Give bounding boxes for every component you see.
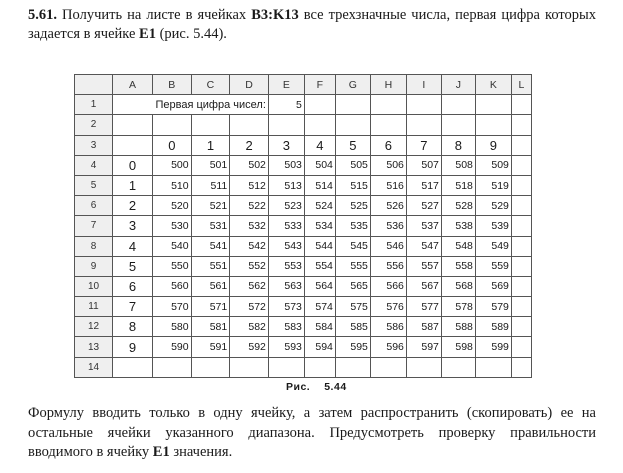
row-header[interactable]: 14 [75, 357, 113, 377]
value-cell[interactable]: 521 [191, 196, 230, 216]
value-cell[interactable]: 541 [191, 236, 230, 256]
e1-label-cell[interactable]: Первая цифра чисел: [153, 95, 269, 115]
value-cell[interactable]: 545 [335, 236, 370, 256]
cell[interactable] [511, 155, 531, 175]
value-cell[interactable]: 562 [230, 276, 269, 296]
row-header[interactable]: 1 [75, 95, 113, 115]
value-cell[interactable]: 563 [268, 276, 304, 296]
value-cell[interactable]: 535 [335, 216, 370, 236]
cell[interactable] [113, 115, 153, 135]
cell[interactable] [230, 115, 269, 135]
value-cell[interactable]: 509 [475, 155, 511, 175]
column-header[interactable]: B [153, 75, 192, 95]
value-cell[interactable]: 530 [153, 216, 192, 236]
value-cell[interactable]: 549 [475, 236, 511, 256]
task-text-part3: (рис. 5.44). [159, 26, 227, 42]
row-digit-cell[interactable]: 8 [113, 317, 153, 337]
value-cell[interactable]: 528 [441, 196, 475, 216]
value-cell[interactable]: 551 [191, 256, 230, 276]
value-cell[interactable]: 566 [370, 276, 406, 296]
value-cell[interactable]: 573 [268, 297, 304, 317]
digit-header-cell[interactable]: 6 [370, 135, 406, 155]
cell[interactable] [406, 115, 441, 135]
value-cell[interactable]: 567 [406, 276, 441, 296]
sheet-row [75, 175, 532, 195]
sheet-row [75, 216, 532, 236]
value-cell[interactable]: 581 [191, 317, 230, 337]
sheet-row [75, 115, 532, 135]
value-cell[interactable]: 534 [304, 216, 335, 236]
cell[interactable] [335, 95, 370, 115]
value-cell[interactable]: 518 [441, 175, 475, 195]
value-cell[interactable]: 584 [304, 317, 335, 337]
sheet-row [75, 95, 532, 115]
value-cell[interactable]: 589 [475, 317, 511, 337]
sheet-row [75, 276, 532, 296]
value-cell[interactable]: 578 [441, 297, 475, 317]
value-cell[interactable]: 500 [153, 155, 192, 175]
range-ref: B3:K13 [251, 7, 299, 23]
row-header[interactable]: 11 [75, 297, 113, 317]
task-text-part2: все трехзначные числа, первая цифра которых задается в ячейке [28, 7, 597, 42]
value-cell[interactable]: 525 [335, 196, 370, 216]
row-digit-cell[interactable]: 7 [113, 297, 153, 317]
value-cell[interactable]: 582 [230, 317, 269, 337]
row-digit-cell[interactable]: 6 [113, 276, 153, 296]
digit-header-cell[interactable]: 5 [335, 135, 370, 155]
value-cell[interactable]: 569 [475, 276, 511, 296]
cell[interactable] [511, 95, 531, 115]
row-header[interactable]: 8 [75, 236, 113, 256]
digit-header-cell[interactable]: 2 [230, 135, 269, 155]
digit-header-cell[interactable]: 3 [268, 135, 304, 155]
value-cell[interactable]: 552 [230, 256, 269, 276]
value-cell[interactable]: 561 [191, 276, 230, 296]
sheet-row [75, 357, 532, 377]
row-header[interactable]: 12 [75, 317, 113, 337]
cell[interactable] [191, 115, 230, 135]
value-cell[interactable]: 590 [153, 337, 192, 357]
row-header[interactable]: 9 [75, 256, 113, 276]
value-cell[interactable]: 572 [230, 297, 269, 317]
cell[interactable] [511, 317, 531, 337]
caption-label: Рис. [286, 381, 311, 393]
cell[interactable] [511, 297, 531, 317]
value-cell[interactable]: 517 [406, 175, 441, 195]
value-cell[interactable]: 548 [441, 236, 475, 256]
value-cell[interactable]: 546 [370, 236, 406, 256]
row-header[interactable]: 2 [75, 115, 113, 135]
value-cell[interactable]: 557 [406, 256, 441, 276]
column-header[interactable]: E [268, 75, 304, 95]
cell[interactable] [441, 115, 475, 135]
value-cell[interactable]: 570 [153, 297, 192, 317]
value-cell[interactable]: 515 [335, 175, 370, 195]
row-digit-cell[interactable]: 1 [113, 175, 153, 195]
value-cell[interactable]: 547 [406, 236, 441, 256]
value-cell[interactable]: 587 [406, 317, 441, 337]
cell[interactable] [441, 357, 475, 377]
value-cell[interactable]: 512 [230, 175, 269, 195]
value-cell[interactable]: 522 [230, 196, 269, 216]
value-cell[interactable]: 586 [370, 317, 406, 337]
column-header[interactable]: F [304, 75, 335, 95]
spreadsheet-grid [74, 74, 532, 378]
value-cell[interactable]: 508 [441, 155, 475, 175]
cell[interactable] [153, 357, 192, 377]
value-cell[interactable]: 577 [406, 297, 441, 317]
cell[interactable] [475, 357, 511, 377]
value-cell[interactable]: 580 [153, 317, 192, 337]
value-cell[interactable]: 556 [370, 256, 406, 276]
cell-ref: E1 [139, 26, 156, 42]
column-header-row [75, 75, 532, 95]
value-cell[interactable]: 598 [441, 337, 475, 357]
value-cell[interactable]: 526 [370, 196, 406, 216]
value-cell[interactable]: 531 [191, 216, 230, 236]
column-header[interactable]: C [191, 75, 230, 95]
task-number: 5.61. [28, 7, 57, 23]
column-header[interactable]: I [406, 75, 441, 95]
value-cell[interactable]: 591 [191, 337, 230, 357]
cell[interactable] [511, 216, 531, 236]
cell[interactable] [406, 95, 441, 115]
value-cell[interactable]: 542 [230, 236, 269, 256]
value-cell[interactable]: 516 [370, 175, 406, 195]
value-cell[interactable]: 564 [304, 276, 335, 296]
value-cell[interactable]: 524 [304, 196, 335, 216]
column-header[interactable]: J [441, 75, 475, 95]
sheet-row [75, 317, 532, 337]
value-cell[interactable]: 575 [335, 297, 370, 317]
row-header[interactable]: 4 [75, 155, 113, 175]
value-cell[interactable]: 504 [304, 155, 335, 175]
row-digit-cell[interactable]: 5 [113, 256, 153, 276]
cell[interactable] [304, 95, 335, 115]
corner-cell[interactable] [75, 75, 113, 95]
instruction-text-part1: Формулу вводить только в одну ячейку, а затем распространить (скопировать) ее на остальные ячейки указанного диапазона. Предусмотреть проверку правильности вводимого в ячейку [28, 405, 596, 460]
digit-header-cell[interactable]: 9 [475, 135, 511, 155]
value-cell[interactable]: 554 [304, 256, 335, 276]
cell[interactable] [511, 115, 531, 135]
value-cell[interactable]: 583 [268, 317, 304, 337]
value-cell[interactable]: 513 [268, 175, 304, 195]
cell[interactable] [370, 115, 406, 135]
sheet-row [75, 337, 532, 357]
value-cell[interactable]: 537 [406, 216, 441, 236]
cell[interactable] [511, 357, 531, 377]
value-cell[interactable]: 553 [268, 256, 304, 276]
value-cell[interactable]: 502 [230, 155, 269, 175]
sheet-row [75, 256, 532, 276]
cell[interactable] [511, 236, 531, 256]
cell[interactable] [335, 357, 370, 377]
row-digit-cell[interactable]: 2 [113, 196, 153, 216]
e1-value-cell[interactable]: 5 [268, 95, 304, 115]
task-text [28, 6, 596, 44]
row-header[interactable]: 3 [75, 135, 113, 155]
cell[interactable] [268, 115, 304, 135]
value-cell[interactable]: 540 [153, 236, 192, 256]
value-cell[interactable]: 558 [441, 256, 475, 276]
value-cell[interactable]: 588 [441, 317, 475, 337]
cell[interactable] [113, 95, 153, 115]
column-header[interactable]: G [335, 75, 370, 95]
column-header[interactable]: A [113, 75, 153, 95]
column-header[interactable]: H [370, 75, 406, 95]
cell[interactable] [475, 95, 511, 115]
cell[interactable] [406, 357, 441, 377]
cell[interactable] [511, 175, 531, 195]
value-cell[interactable]: 595 [335, 337, 370, 357]
value-cell[interactable]: 565 [335, 276, 370, 296]
value-cell[interactable]: 533 [268, 216, 304, 236]
value-cell[interactable]: 532 [230, 216, 269, 236]
sheet-row [75, 236, 532, 256]
column-header[interactable]: D [230, 75, 269, 95]
value-cell[interactable]: 511 [191, 175, 230, 195]
value-cell[interactable]: 592 [230, 337, 269, 357]
value-cell[interactable]: 536 [370, 216, 406, 236]
value-cell[interactable]: 543 [268, 236, 304, 256]
digit-header-cell[interactable]: 0 [153, 135, 192, 155]
cell[interactable] [191, 357, 230, 377]
cell[interactable] [370, 95, 406, 115]
value-cell[interactable]: 579 [475, 297, 511, 317]
value-cell[interactable]: 576 [370, 297, 406, 317]
value-cell[interactable]: 523 [268, 196, 304, 216]
cell[interactable] [304, 357, 335, 377]
value-cell[interactable]: 568 [441, 276, 475, 296]
instruction-text-part2: значения. [173, 444, 233, 460]
value-cell[interactable]: 544 [304, 236, 335, 256]
cell[interactable] [335, 115, 370, 135]
cell[interactable] [511, 256, 531, 276]
cell[interactable] [511, 337, 531, 357]
value-cell[interactable]: 506 [370, 155, 406, 175]
row-header[interactable]: 6 [75, 196, 113, 216]
task-text-part1: Получить на листе в ячейках [62, 7, 247, 23]
cell[interactable] [304, 115, 335, 135]
sheet-row [75, 196, 532, 216]
instruction-text [28, 404, 596, 463]
cell[interactable] [511, 276, 531, 296]
digit-header-cell[interactable]: 4 [304, 135, 335, 155]
value-cell[interactable]: 550 [153, 256, 192, 276]
value-cell[interactable]: 503 [268, 155, 304, 175]
cell[interactable] [370, 357, 406, 377]
value-cell[interactable]: 559 [475, 256, 511, 276]
row-digit-cell[interactable]: 3 [113, 216, 153, 236]
figure-caption [286, 381, 361, 393]
cell[interactable] [113, 135, 153, 155]
cell[interactable] [511, 135, 531, 155]
value-cell[interactable]: 571 [191, 297, 230, 317]
digit-header-cell[interactable]: 7 [406, 135, 441, 155]
cell[interactable] [475, 115, 511, 135]
cell[interactable] [153, 115, 192, 135]
value-cell[interactable]: 519 [475, 175, 511, 195]
column-header[interactable]: K [475, 75, 511, 95]
row-header[interactable]: 7 [75, 216, 113, 236]
value-cell[interactable]: 593 [268, 337, 304, 357]
row-digit-cell[interactable]: 0 [113, 155, 153, 175]
cell[interactable] [511, 196, 531, 216]
value-cell[interactable]: 596 [370, 337, 406, 357]
value-cell[interactable]: 538 [441, 216, 475, 236]
value-cell[interactable]: 539 [475, 216, 511, 236]
row-header[interactable]: 5 [75, 175, 113, 195]
value-cell[interactable]: 574 [304, 297, 335, 317]
value-cell[interactable]: 520 [153, 196, 192, 216]
value-cell[interactable]: 585 [335, 317, 370, 337]
cell[interactable] [441, 95, 475, 115]
cell[interactable] [268, 357, 304, 377]
value-cell[interactable]: 527 [406, 196, 441, 216]
row-digit-cell[interactable]: 4 [113, 236, 153, 256]
digit-header-cell[interactable]: 8 [441, 135, 475, 155]
value-cell[interactable]: 597 [406, 337, 441, 357]
value-cell[interactable]: 505 [335, 155, 370, 175]
sheet-row [75, 155, 532, 175]
value-cell[interactable]: 599 [475, 337, 511, 357]
cell-ref-bottom: E1 [152, 444, 170, 460]
caption-number: 5.44 [324, 381, 347, 393]
cell[interactable] [113, 357, 153, 377]
digit-header-cell[interactable]: 1 [191, 135, 230, 155]
value-cell[interactable]: 555 [335, 256, 370, 276]
cell[interactable] [230, 357, 269, 377]
row-header[interactable]: 13 [75, 337, 113, 357]
row-header[interactable]: 10 [75, 276, 113, 296]
row-digit-cell[interactable]: 9 [113, 337, 153, 357]
value-cell[interactable]: 510 [153, 175, 192, 195]
value-cell[interactable]: 507 [406, 155, 441, 175]
value-cell[interactable]: 594 [304, 337, 335, 357]
value-cell[interactable]: 529 [475, 196, 511, 216]
sheet-row [75, 135, 532, 155]
value-cell[interactable]: 514 [304, 175, 335, 195]
sheet-row [75, 297, 532, 317]
value-cell[interactable]: 560 [153, 276, 192, 296]
value-cell[interactable]: 501 [191, 155, 230, 175]
column-header[interactable]: L [511, 75, 531, 95]
